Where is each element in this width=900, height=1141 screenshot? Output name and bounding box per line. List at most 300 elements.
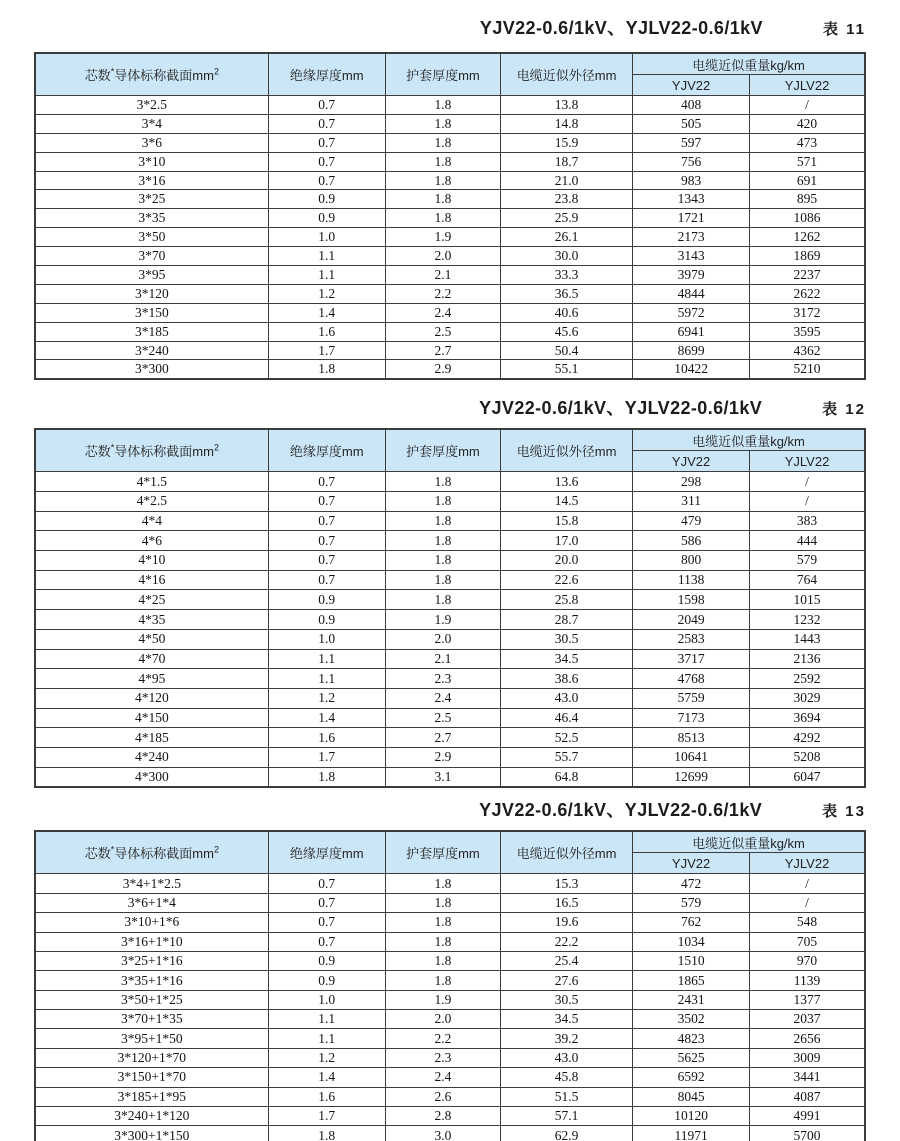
table-cell: 62.9 (501, 1126, 633, 1141)
table-cell: 3*35+1*16 (35, 971, 268, 990)
table-cell: 3143 (633, 247, 750, 266)
table-cell: 1.4 (268, 303, 385, 322)
table-number: 表 11 (822, 21, 866, 38)
cable-spec-table (34, 428, 866, 788)
table-cell: 970 (750, 951, 865, 970)
table-cell: 3*70+1*35 (35, 1010, 268, 1029)
table-cell: 762 (633, 913, 750, 932)
table-row (35, 913, 865, 932)
table-cell: 0.7 (268, 96, 385, 115)
table-cell: 1.6 (268, 322, 385, 341)
table-cell: 55.7 (501, 747, 633, 767)
table-cell: / (750, 874, 865, 893)
table-cell: 46.4 (501, 708, 633, 728)
table-cell: 25.4 (501, 951, 633, 970)
table-cell: 2.0 (385, 629, 500, 649)
table-row (35, 133, 865, 152)
table-row (35, 551, 865, 571)
table-cell: 2049 (633, 610, 750, 630)
table-cell: 52.5 (501, 728, 633, 748)
table-cell: 1.2 (268, 1048, 385, 1067)
table-cell: 0.7 (268, 570, 385, 590)
table-title-row (34, 394, 866, 420)
table-cell: 1086 (750, 209, 865, 228)
table-cell: 2.5 (385, 708, 500, 728)
table-cell: 408 (633, 96, 750, 115)
table-cell: 1232 (750, 610, 865, 630)
table-cell: 3*240+1*120 (35, 1107, 268, 1126)
table-cell: 571 (750, 152, 865, 171)
table-row (35, 284, 865, 303)
table-cell: 1.8 (385, 971, 500, 990)
table-cell: 311 (633, 492, 750, 512)
table-cell: 1.8 (385, 171, 500, 190)
table-cell: 6941 (633, 322, 750, 341)
table-cell: 1.8 (385, 152, 500, 171)
table-cell: 1.1 (268, 247, 385, 266)
table-header (35, 53, 865, 96)
table-cell: 14.8 (501, 114, 633, 133)
table-cell: 3*10+1*6 (35, 913, 268, 932)
table-row (35, 228, 865, 247)
table-cell: 1.8 (385, 96, 500, 115)
table-row (35, 171, 865, 190)
table-cell: 1.1 (268, 649, 385, 669)
table-cell: 2.9 (385, 360, 500, 379)
table-cell: 2.5 (385, 322, 500, 341)
table-cell: 1.0 (268, 629, 385, 649)
table-cell: 3979 (633, 266, 750, 285)
table-row (35, 932, 865, 951)
header-outer-diameter: 电缆近似外径mm (501, 831, 633, 874)
table-cell: 34.5 (501, 649, 633, 669)
table-section-12 (34, 394, 866, 788)
table-cell: 4*300 (35, 767, 268, 787)
header-yjv22: YJV22 (633, 853, 750, 874)
table-cell: 12699 (633, 767, 750, 787)
table-title: YJV22-0.6/1kV、YJLV22-0.6/1kV (479, 18, 763, 38)
table-cell: 4991 (750, 1107, 865, 1126)
header-yjlv22: YJLV22 (750, 853, 865, 874)
table-cell: 4*4 (35, 511, 268, 531)
table-cell: 1.8 (385, 951, 500, 970)
table-cell: 383 (750, 511, 865, 531)
table-cell: 298 (633, 472, 750, 492)
table-cell: 479 (633, 511, 750, 531)
table-cell: 1510 (633, 951, 750, 970)
table-cell: 3*95 (35, 266, 268, 285)
table-cell: 64.8 (501, 767, 633, 787)
table-cell: / (750, 492, 865, 512)
table-cell: 4844 (633, 284, 750, 303)
table-cell: 1343 (633, 190, 750, 209)
table-cell: 3*120+1*70 (35, 1048, 268, 1067)
table-cell: 10120 (633, 1107, 750, 1126)
table-cell: 2.7 (385, 341, 500, 360)
table-cell: 2.4 (385, 688, 500, 708)
table-cell: 3*50 (35, 228, 268, 247)
table-cell: 17.0 (501, 531, 633, 551)
table-cell: 2.4 (385, 303, 500, 322)
table-cell: 2.1 (385, 649, 500, 669)
table-row (35, 341, 865, 360)
table-row (35, 1048, 865, 1067)
table-cell: 0.9 (268, 951, 385, 970)
table-cell: 51.5 (501, 1087, 633, 1106)
table-cell: 8699 (633, 341, 750, 360)
table-cell: 0.7 (268, 152, 385, 171)
table-section-11 (34, 14, 866, 380)
table-cell: 43.0 (501, 1048, 633, 1067)
table-cell: 1138 (633, 570, 750, 590)
table-cell: 25.9 (501, 209, 633, 228)
table-cell: 1.4 (268, 708, 385, 728)
table-row (35, 152, 865, 171)
header-yjlv22: YJLV22 (750, 75, 865, 96)
header-core-section: 芯数*导体标称截面$mm^2$ (35, 831, 268, 874)
table-cell: 3*6+1*4 (35, 893, 268, 912)
table-cell: 7173 (633, 708, 750, 728)
table-cell: 1.8 (385, 114, 500, 133)
table-cell: 764 (750, 570, 865, 590)
header-weight-group: 电缆近似重量kg/km (633, 429, 865, 451)
table-cell: 2.7 (385, 728, 500, 748)
table-cell: 0.9 (268, 209, 385, 228)
table-cell: 3*6 (35, 133, 268, 152)
table-cell: 10422 (633, 360, 750, 379)
table-cell: 16.5 (501, 893, 633, 912)
table-row (35, 190, 865, 209)
table-row (35, 1029, 865, 1048)
table-row (35, 570, 865, 590)
table-row (35, 893, 865, 912)
table-cell: 2.3 (385, 669, 500, 689)
table-cell: 50.4 (501, 341, 633, 360)
table-cell: 22.6 (501, 570, 633, 590)
table-row (35, 1107, 865, 1126)
table-cell: 579 (633, 893, 750, 912)
table-cell: 1015 (750, 590, 865, 610)
table-cell: 4*35 (35, 610, 268, 630)
table-cell: 2431 (633, 990, 750, 1009)
table-row (35, 472, 865, 492)
table-cell: 4*50 (35, 629, 268, 649)
table-cell: 1.1 (268, 1029, 385, 1048)
table-cell: 4*120 (35, 688, 268, 708)
table-cell: 15.8 (501, 511, 633, 531)
table-cell: 4*240 (35, 747, 268, 767)
table-cell: 1.1 (268, 266, 385, 285)
table-cell: 4*1.5 (35, 472, 268, 492)
table-cell: 33.3 (501, 266, 633, 285)
table-cell: 10641 (633, 747, 750, 767)
header-weight-group: 电缆近似重量kg/km (633, 53, 865, 75)
table-cell: 1.0 (268, 990, 385, 1009)
table-cell: 40.6 (501, 303, 633, 322)
table-header (35, 831, 865, 874)
table-cell: 1.8 (385, 570, 500, 590)
table-body (35, 874, 865, 1141)
table-cell: 21.0 (501, 171, 633, 190)
table-cell: 4*95 (35, 669, 268, 689)
table-cell: 1.8 (385, 492, 500, 512)
table-cell: 0.9 (268, 971, 385, 990)
table-cell: 3*10 (35, 152, 268, 171)
table-row (35, 209, 865, 228)
table-cell: 1262 (750, 228, 865, 247)
table-cell: 4*185 (35, 728, 268, 748)
table-cell: 4823 (633, 1029, 750, 1048)
table-cell: 579 (750, 551, 865, 571)
table-cell: 57.1 (501, 1107, 633, 1126)
table-cell: 23.8 (501, 190, 633, 209)
table-cell: 2.2 (385, 284, 500, 303)
table-row (35, 669, 865, 689)
table-cell: 2.8 (385, 1107, 500, 1126)
table-row (35, 511, 865, 531)
header-core-section: 芯数*导体标称截面$mm^2$ (35, 429, 268, 472)
table-row (35, 951, 865, 970)
table-row (35, 266, 865, 285)
table-cell: 1.8 (268, 360, 385, 379)
header-insulation-thickness: 绝缘厚度mm (268, 831, 385, 874)
table-row (35, 990, 865, 1009)
table-cell: 1443 (750, 629, 865, 649)
table-cell: 3*300 (35, 360, 268, 379)
table-section-13 (34, 796, 866, 1141)
table-cell: 2583 (633, 629, 750, 649)
table-row (35, 1068, 865, 1087)
table-cell: 3*2.5 (35, 96, 268, 115)
table-number: 表 12 (822, 401, 866, 419)
table-cell: 3.0 (385, 1126, 500, 1141)
table-cell: 0.9 (268, 610, 385, 630)
table-cell: 4292 (750, 728, 865, 748)
table-row (35, 874, 865, 893)
table-cell: 45.8 (501, 1068, 633, 1087)
table-cell: 4768 (633, 669, 750, 689)
table-cell: 6047 (750, 767, 865, 787)
table-cell: 1034 (633, 932, 750, 951)
table-cell: 34.5 (501, 1010, 633, 1029)
table-cell: 691 (750, 171, 865, 190)
table-cell: 2656 (750, 1029, 865, 1048)
table-cell: 0.7 (268, 551, 385, 571)
table-cell: 1.9 (385, 990, 500, 1009)
table-cell: 4*70 (35, 649, 268, 669)
table-cell: 2136 (750, 649, 865, 669)
table-cell: 0.7 (268, 171, 385, 190)
table-title-row (34, 14, 866, 40)
table-cell: 3*240 (35, 341, 268, 360)
table-cell: / (750, 472, 865, 492)
table-cell: 2173 (633, 228, 750, 247)
header-outer-diameter: 电缆近似外径mm (501, 429, 633, 472)
header-yjlv22: YJLV22 (750, 451, 865, 472)
table-cell: 3*95+1*50 (35, 1029, 268, 1048)
table-row (35, 360, 865, 379)
table-cell: 895 (750, 190, 865, 209)
table-cell: 3009 (750, 1048, 865, 1067)
table-row (35, 649, 865, 669)
table-cell: 4*16 (35, 570, 268, 590)
table-cell: 3*4+1*2.5 (35, 874, 268, 893)
table-cell: 8513 (633, 728, 750, 748)
table-cell: 0.7 (268, 893, 385, 912)
header-outer-diameter: 电缆近似外径mm (501, 53, 633, 96)
table-cell: 14.5 (501, 492, 633, 512)
table-row (35, 96, 865, 115)
table-cell: 13.8 (501, 96, 633, 115)
table-cell: 3*150 (35, 303, 268, 322)
table-title: YJV22-0.6/1kV、YJLV22-0.6/1kV (479, 398, 763, 419)
table-cell: 1598 (633, 590, 750, 610)
table-cell: 705 (750, 932, 865, 951)
table-cell: 1.8 (385, 531, 500, 551)
table-row (35, 767, 865, 787)
table-cell: 13.6 (501, 472, 633, 492)
table-cell: 4*2.5 (35, 492, 268, 512)
table-cell: 5759 (633, 688, 750, 708)
table-cell: 3*120 (35, 284, 268, 303)
table-cell: 3*300+1*150 (35, 1126, 268, 1141)
table-body (35, 96, 865, 380)
table-cell: 2237 (750, 266, 865, 285)
header-weight-group: 电缆近似重量kg/km (633, 831, 865, 853)
table-body (35, 472, 865, 788)
table-cell: 1139 (750, 971, 865, 990)
table-cell: 15.9 (501, 133, 633, 152)
table-cell: 1.9 (385, 610, 500, 630)
table-cell: 1.6 (268, 728, 385, 748)
table-cell: 4362 (750, 341, 865, 360)
table-cell: 45.6 (501, 322, 633, 341)
table-cell: 18.7 (501, 152, 633, 171)
table-cell: 1865 (633, 971, 750, 990)
table-cell: 1.8 (385, 472, 500, 492)
table-cell: 25.8 (501, 590, 633, 610)
table-cell: 6592 (633, 1068, 750, 1087)
table-cell: 3*70 (35, 247, 268, 266)
table-row (35, 492, 865, 512)
table-cell: 4*150 (35, 708, 268, 728)
table-cell: 2.1 (385, 266, 500, 285)
table-cell: 444 (750, 531, 865, 551)
table-cell: 2592 (750, 669, 865, 689)
cable-spec-table (34, 830, 866, 1141)
table-cell: 19.6 (501, 913, 633, 932)
table-cell: 1.8 (385, 874, 500, 893)
table-cell: 1.4 (268, 1068, 385, 1087)
table-cell: 28.7 (501, 610, 633, 630)
table-cell: 4*10 (35, 551, 268, 571)
table-cell: 39.2 (501, 1029, 633, 1048)
table-cell: 15.3 (501, 874, 633, 893)
table-cell: 43.0 (501, 688, 633, 708)
header-insulation-thickness: 绝缘厚度mm (268, 53, 385, 96)
table-cell: 3502 (633, 1010, 750, 1029)
table-cell: 1869 (750, 247, 865, 266)
table-row (35, 610, 865, 630)
table-header (35, 429, 865, 472)
table-cell: 2.4 (385, 1068, 500, 1087)
table-cell: 26.1 (501, 228, 633, 247)
table-cell: 55.1 (501, 360, 633, 379)
table-cell: 1.8 (385, 190, 500, 209)
table-cell: 36.5 (501, 284, 633, 303)
table-row (35, 1087, 865, 1106)
table-cell: 1.8 (385, 932, 500, 951)
table-cell: 2.6 (385, 1087, 500, 1106)
table-cell: 1.7 (268, 747, 385, 767)
header-sheath-thickness: 护套厚度mm (385, 53, 500, 96)
table-cell: 0.7 (268, 472, 385, 492)
table-cell: 3694 (750, 708, 865, 728)
header-sheath-thickness: 护套厚度mm (385, 831, 500, 874)
table-cell: 1.6 (268, 1087, 385, 1106)
table-row (35, 247, 865, 266)
table-cell: 0.7 (268, 511, 385, 531)
table-cell: 4*6 (35, 531, 268, 551)
header-core-section: 芯数*导体标称截面$mm^2$ (35, 53, 268, 96)
table-cell: 5625 (633, 1048, 750, 1067)
table-cell: 1.8 (385, 590, 500, 610)
table-cell: 800 (633, 551, 750, 571)
table-cell: 3172 (750, 303, 865, 322)
table-cell: 3*150+1*70 (35, 1068, 268, 1087)
table-row (35, 728, 865, 748)
table-cell: 3*185 (35, 322, 268, 341)
table-cell: 5700 (750, 1126, 865, 1141)
table-cell: / (750, 893, 865, 912)
table-cell: 2.0 (385, 1010, 500, 1029)
table-cell: 2.0 (385, 247, 500, 266)
table-cell: 1.8 (385, 893, 500, 912)
table-row (35, 531, 865, 551)
table-cell: 1.0 (268, 228, 385, 247)
table-cell: 1.8 (268, 1126, 385, 1141)
table-cell: 5972 (633, 303, 750, 322)
table-cell: 0.7 (268, 133, 385, 152)
header-yjv22: YJV22 (633, 451, 750, 472)
table-number: 表 13 (822, 803, 866, 821)
table-cell: 1.9 (385, 228, 500, 247)
table-cell: 420 (750, 114, 865, 133)
table-cell: 2.3 (385, 1048, 500, 1067)
table-cell: 3*4 (35, 114, 268, 133)
table-row (35, 1126, 865, 1141)
table-cell: 8045 (633, 1087, 750, 1106)
header-sheath-thickness: 护套厚度mm (385, 429, 500, 472)
cable-spec-table (34, 52, 866, 380)
table-row (35, 629, 865, 649)
table-cell: 30.0 (501, 247, 633, 266)
table-cell: 0.9 (268, 190, 385, 209)
table-cell: 38.6 (501, 669, 633, 689)
table-cell: 1.1 (268, 669, 385, 689)
table-cell: 3*50+1*25 (35, 990, 268, 1009)
table-cell: 0.7 (268, 932, 385, 951)
table-row (35, 708, 865, 728)
table-title-row (34, 796, 866, 822)
table-cell: 0.7 (268, 492, 385, 512)
header-insulation-thickness: 绝缘厚度mm (268, 429, 385, 472)
table-cell: 3*16 (35, 171, 268, 190)
table-cell: 473 (750, 133, 865, 152)
table-cell: 1.7 (268, 341, 385, 360)
table-cell: 1.2 (268, 688, 385, 708)
table-cell: 597 (633, 133, 750, 152)
